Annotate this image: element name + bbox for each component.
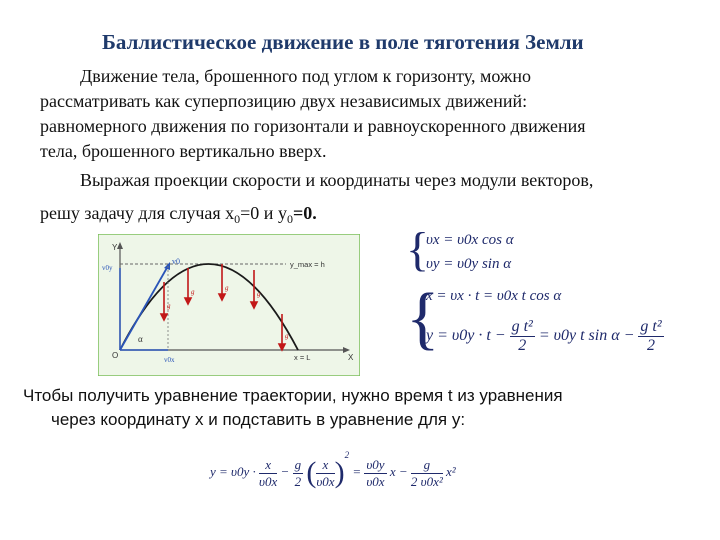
y-formula-part-b: = υ0y t sin α − xyxy=(538,327,635,345)
case-text: решу задачу для случая x xyxy=(40,203,235,223)
instruction-line-1: Чтобы получить уравнение траектории, нужно время t из уравнения xyxy=(23,386,563,405)
traj-square: 2 xyxy=(344,450,350,460)
case-mid: =0 и y xyxy=(240,203,287,223)
traj-equals: = xyxy=(352,464,362,479)
traj-part-a: y = υ0y · xyxy=(210,464,256,479)
intro-paragraph xyxy=(40,64,593,232)
g-label-2: g xyxy=(191,288,195,296)
traj-frac-3: $\frac{x}{\upsilon 0x}$ xyxy=(316,456,335,489)
xL-label: x = L xyxy=(294,353,311,362)
traj-frac-2: $\frac{g}{2}$ xyxy=(294,456,302,489)
g-label-5: g xyxy=(285,332,289,340)
intro-line-4: тела, брошенного вертикально вверх. xyxy=(40,141,327,161)
intro-line-1: Движение тела, брошенного под углом к горизонту, можно xyxy=(80,66,531,86)
vx-formula: υx = υ0x cos α xyxy=(426,232,514,248)
y-formula xyxy=(426,318,664,355)
traj-minus: − xyxy=(280,464,290,479)
y-formula-part-a: y = υ0y · t − xyxy=(426,327,506,345)
origin-label: O xyxy=(112,351,119,360)
traj-frac-5: $\frac{g}{\text{2 υ0x²}}$ xyxy=(410,456,443,489)
alpha-label: α xyxy=(138,334,143,344)
trajectory-equation xyxy=(210,450,456,490)
v0-label: v0 xyxy=(172,257,180,266)
traj-x2: x² xyxy=(446,464,456,479)
vy-formula: υy = υ0y sin α xyxy=(426,256,512,272)
intro-line-6 xyxy=(40,201,593,232)
case-end: =0. xyxy=(292,203,317,223)
v0x-label: v0x xyxy=(164,356,175,364)
trajectory-instruction xyxy=(23,384,563,432)
intro-line-2: рассматривать как суперпозицию двух независимых движений: xyxy=(40,91,528,111)
x0-subscript: 0 xyxy=(234,212,241,226)
instruction-line-2: через координату x и подставить в уравнение для y: xyxy=(51,410,466,429)
g-label-4: g xyxy=(257,290,261,298)
traj-paren-close: ) xyxy=(334,456,345,490)
y-frac-2: $\frac{\text{g t²}}{2}$ xyxy=(640,318,662,354)
traj-xterm: x − xyxy=(389,464,408,479)
trajectory-graph xyxy=(98,234,360,376)
y-axis-label: Y xyxy=(112,243,118,252)
coord-brace: { xyxy=(406,280,440,357)
x-formula: x = υx · t = υ0x t cos α xyxy=(426,288,562,304)
x-axis-label: X xyxy=(348,353,354,362)
traj-frac-4: $\frac{\upsilon 0y}{\upsilon 0x}$ xyxy=(366,456,385,489)
g-label-1: g xyxy=(167,302,171,310)
graph-frame xyxy=(98,234,360,376)
g-label-3: g xyxy=(225,284,229,292)
v0y-label: v0y xyxy=(102,264,113,272)
traj-paren-open: ( xyxy=(306,456,317,490)
traj-frac-1: $\frac{x}{\upsilon 0x}$ xyxy=(259,456,278,489)
velocity-brace: { xyxy=(406,223,430,276)
intro-line-3: равномерного движения по горизонтали и равноускоренного движения xyxy=(40,116,586,136)
page-title: Баллистическое движение в поле тяготения Земли xyxy=(102,30,584,54)
y-frac-1: $\frac{\text{g t²}}{2}$ xyxy=(511,318,533,354)
ymax-label: y_max = h xyxy=(290,260,325,269)
y0-subscript: 0 xyxy=(286,212,293,226)
intro-line-5: Выражая проекции скорости и координаты через модули векторов, xyxy=(80,170,594,190)
